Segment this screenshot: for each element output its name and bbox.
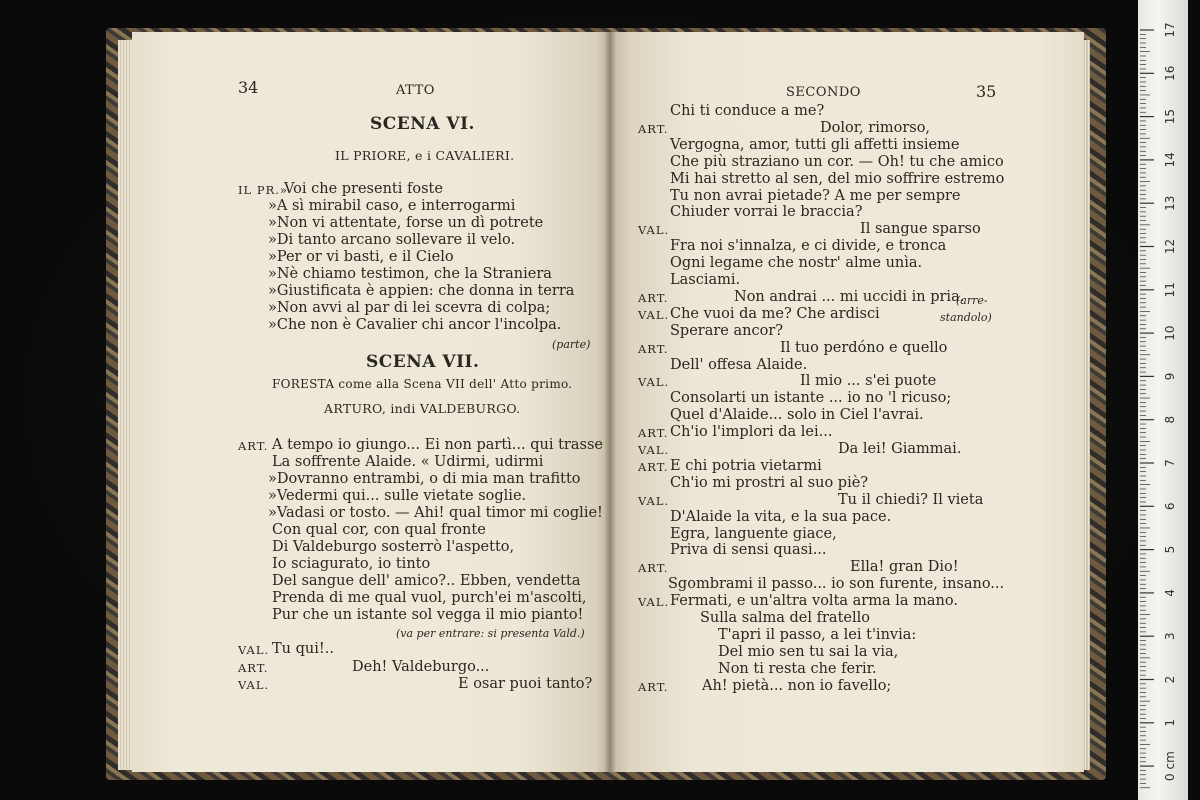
ruler-label: 6	[1163, 502, 1177, 511]
verse-line: Non ti resta che ferir.	[718, 660, 877, 677]
verse-line: »Non vi attentate, forse un dì potrete	[268, 215, 544, 231]
speaker-label: VAL.	[638, 223, 670, 238]
book-gutter	[604, 32, 616, 772]
running-head-right: SECONDO	[786, 85, 861, 100]
verse-line: Che vuoi da me? Che ardisci	[670, 305, 880, 322]
speaker-label: ART.	[638, 561, 669, 576]
verse-line: Da lei! Giammai.	[838, 441, 962, 457]
verse-line: »Che non è Cavalier chi ancor l'incolpa.	[268, 317, 562, 333]
speaker-label: IL PR.»	[238, 183, 288, 197]
verse-line: Prenda di me qual vuol, purch'ei m'ascolti,	[272, 590, 587, 606]
ruler-label: 7	[1163, 459, 1177, 467]
speaker-label: VAL.	[638, 493, 670, 508]
verse-line: Ch'io l'implori da lei...	[670, 424, 833, 441]
ruler-label: 9	[1163, 372, 1177, 381]
verse-line: Fra noi s'innalza, e ci divide, e tronca	[670, 238, 947, 255]
speaker-label: ART.	[638, 121, 669, 136]
verse-line: Il tuo perdóno e quello	[780, 339, 948, 356]
stage-direction: (va per entrare: si presenta Vald.)	[396, 627, 585, 640]
verse-line: Del sangue dell' amico?.. Ebben, vendetta	[272, 573, 581, 589]
verse-line: Sgombrami il passo... io son furente, insano...	[668, 576, 1005, 593]
verse-line: »Giustificata è appien: che donna in terra	[268, 283, 575, 299]
verse-line: »Non avvi al par di lei scevra di colpa;	[268, 300, 551, 316]
measuring-ruler	[1138, 0, 1188, 800]
verse-line: Io sciagurato, io tinto	[272, 556, 431, 572]
verse-line: Priva di sensi quasi...	[670, 542, 827, 559]
verse-line: Ah! pietà... non io favello;	[702, 677, 892, 694]
ruler-label: 13	[1163, 195, 1177, 211]
scene-vii-setting: FORESTA come alla Scena VII dell' Atto primo.	[272, 377, 573, 391]
verse-line: Il mio ... s'ei puote	[800, 373, 937, 390]
speaker-label: ART.	[638, 426, 669, 441]
verse-line: Fermati, e un'altra volta arma la mano.	[670, 593, 958, 610]
speaker-label: VAL.	[638, 375, 670, 390]
verse-line: Sperare ancor?	[670, 322, 784, 339]
verse-line: Con qual cor, con qual fronte	[272, 522, 486, 538]
ruler-label: 10	[1163, 325, 1177, 341]
ruler-label: 0 cm	[1163, 751, 1177, 781]
verse-line: »Di tanto arcano sollevare il velo.	[268, 232, 516, 248]
page-number-right: 35	[976, 82, 997, 101]
page-number-left: 34	[238, 78, 259, 97]
verse-line: »Nè chiamo testimon, che la Straniera	[268, 266, 552, 282]
verse-line: Il sangue sparso	[860, 221, 981, 238]
verse-line: Del mio sen tu sai la via,	[718, 643, 899, 660]
verse-line: »Vedermi qui... sulle vietate soglie.	[268, 488, 527, 504]
verse-line: Ch'io mi prostri al suo piè?	[670, 474, 869, 491]
ruler-label: 3	[1163, 632, 1177, 641]
verse-line: T'apri il passo, a lei t'invia:	[718, 626, 917, 643]
verse-line: A tempo io giungo... Ei non partì... qui trasse	[272, 437, 603, 453]
verse-line: Tu non avrai pietade? A me per sempre	[670, 187, 961, 204]
verse-line: »Per or vi basti, e il Cielo	[268, 249, 454, 265]
speaker-label: ART.	[638, 459, 669, 474]
ruler-scale	[1138, 0, 1188, 800]
verse-line: Mi hai stretto al sen, del mio soffrire estremo	[670, 170, 1005, 187]
speaker-label: ART.	[238, 661, 269, 675]
verse-line: Egra, languente giace,	[670, 525, 837, 542]
speaker-label: VAL.	[238, 643, 270, 657]
right-page	[610, 32, 1084, 772]
verse-line: Deh! Valdeburgo...	[352, 659, 490, 675]
ruler-label: 4	[1163, 589, 1177, 597]
speaker-label: VAL.	[638, 307, 670, 322]
verse-line: »Vadasi or tosto. — Ahi! qual timor mi coglie!	[268, 505, 603, 521]
verse-line: Consolarti un istante ... io no 'l ricuso;	[670, 390, 952, 407]
stage-direction: standolo)	[940, 311, 992, 324]
speaker-label: ART.	[638, 341, 669, 356]
ruler-label: 8	[1163, 415, 1177, 424]
verse-line: Tu qui!..	[272, 641, 334, 657]
scene-vii-characters: ARTURO, indi VALDEBURGO.	[324, 401, 521, 416]
scene-vii-title: SCENA VII.	[366, 352, 480, 372]
verse-line: Tu il chiedi? Il vieta	[838, 491, 984, 508]
verse-line: Ella! gran Dio!	[850, 559, 959, 576]
speaker-label: VAL.	[638, 595, 670, 610]
verse-line: Pur che un istante sol vegga il mio pianto!	[272, 607, 584, 623]
running-head-left: ATTO	[396, 83, 435, 98]
ruler-label: 1	[1163, 718, 1177, 727]
speaker-label: VAL.	[638, 443, 670, 457]
verse-line: »Dovranno entrambi, o di mia man trafitto	[268, 471, 581, 487]
ruler-label: 15	[1163, 108, 1177, 125]
ruler-label: 11	[1163, 282, 1177, 298]
speaker-label: ART.	[638, 290, 669, 305]
verse-line: Dell' offesa Alaide.	[670, 356, 808, 373]
verse-line: »A sì mirabil caso, e interrogarmi	[268, 198, 516, 214]
verse-line: Ogni legame che nostr' alme unìa.	[670, 255, 923, 272]
verse-line: La soffrente Alaide. « Udirmi, udirmi	[272, 454, 544, 470]
stage-direction: (parte)	[552, 338, 591, 351]
verse-line: Chi ti conduce a me?	[670, 103, 825, 119]
verse-line: E chi potria vietarmi	[670, 457, 822, 474]
verse-line: E osar puoi tanto?	[458, 676, 593, 692]
stage-direction: (arre-	[956, 294, 988, 307]
verse-line: Lasciami.	[670, 272, 741, 288]
ruler-label: 12	[1163, 238, 1177, 255]
left-page	[132, 32, 610, 772]
verse-line: Chiuder vorrai le braccia?	[670, 204, 863, 221]
verse-line: Non andrai ... mi uccidi in pria.	[734, 288, 965, 305]
ruler-label: 14	[1163, 152, 1177, 168]
scene-vi-characters: IL PRIORE, e i CAVALIERI.	[335, 148, 515, 163]
verse-line: Che più straziano un cor. — Oh! tu che amico	[670, 153, 1004, 170]
speaker-label: ART.	[638, 679, 669, 694]
verse-line: Vergogna, amor, tutti gli affetti insieme	[670, 136, 960, 153]
ruler-label: 17	[1163, 22, 1177, 38]
verse-line: Sulla salma del fratello	[700, 610, 870, 626]
speaker-label: ART.	[238, 439, 269, 453]
verse-line: Quel d'Alaide... solo in Ciel l'avrai.	[670, 407, 924, 424]
verse-line: Voi che presenti foste	[284, 181, 443, 197]
ruler-label: 16	[1163, 65, 1177, 81]
speaker-label: VAL.	[238, 678, 270, 692]
verse-line: Di Valdeburgo sosterrò l'aspetto,	[272, 539, 515, 555]
verse-line: D'Alaide la vita, e la sua pace.	[670, 508, 892, 525]
ruler-label: 5	[1163, 545, 1177, 554]
ruler-label: 2	[1163, 675, 1177, 684]
scene-vi-title: SCENA VI.	[370, 114, 475, 134]
verse-line: Dolor, rimorso,	[820, 119, 931, 136]
